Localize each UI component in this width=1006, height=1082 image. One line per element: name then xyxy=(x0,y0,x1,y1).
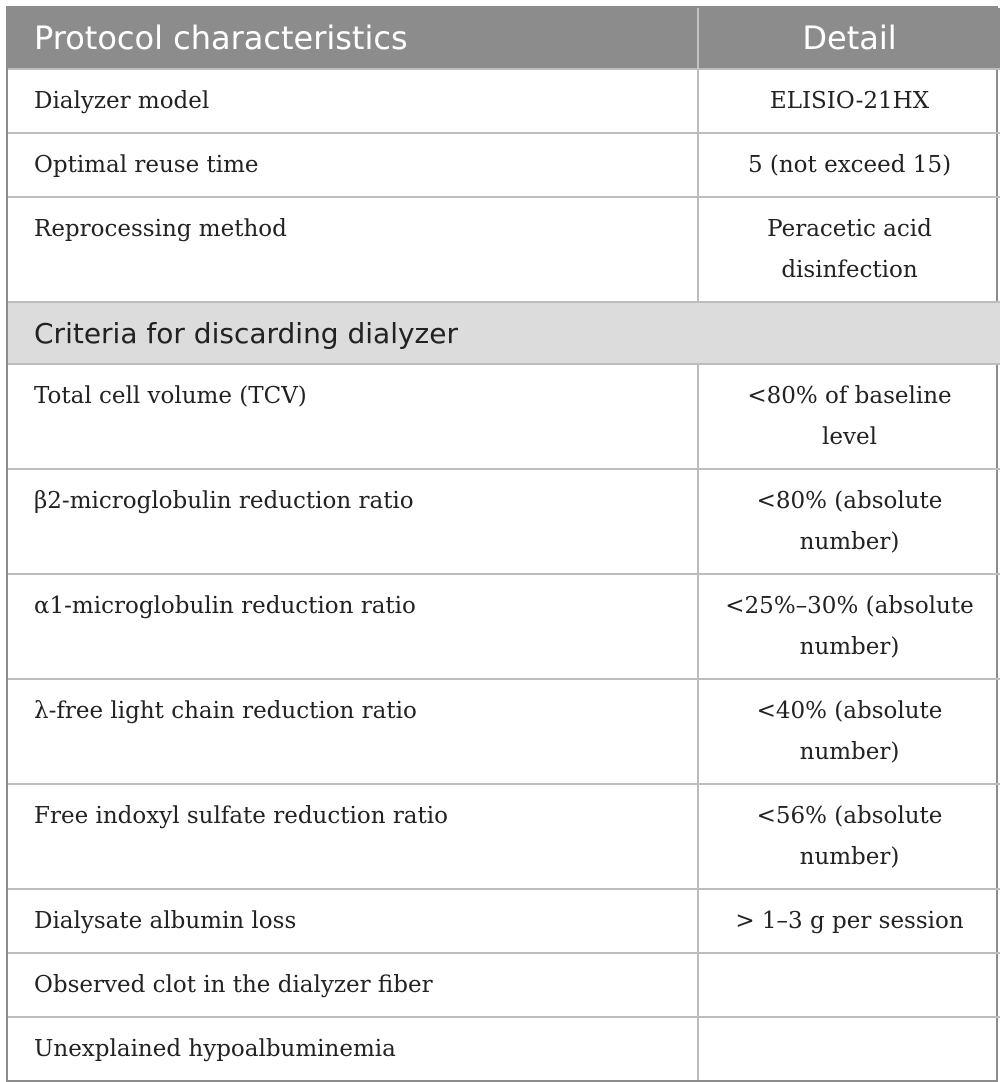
row-detail: <40% (absolute number) xyxy=(698,679,1000,784)
table-row xyxy=(8,953,1000,1017)
row-detail xyxy=(698,953,1000,1017)
row-label: Total cell volume (TCV) xyxy=(8,364,698,469)
row-label: Dialysate albumin loss xyxy=(8,889,698,953)
row-label: Free indoxyl sulfate reduction ratio xyxy=(8,784,698,889)
table-row xyxy=(8,679,1000,784)
row-detail: <80% of baseline level xyxy=(698,364,1000,469)
row-detail: <25%–30% (absolute number) xyxy=(698,574,1000,679)
row-detail: <80% (absolute number) xyxy=(698,469,1000,574)
table-row xyxy=(8,69,1000,133)
protocol-table xyxy=(6,6,998,1082)
row-detail: Peracetic acid disinfection xyxy=(698,197,1000,302)
table-row xyxy=(8,364,1000,469)
table-row xyxy=(8,133,1000,197)
row-label: Optimal reuse time xyxy=(8,133,698,197)
row-label: β2-microglobulin reduction ratio xyxy=(8,469,698,574)
row-detail: ELISIO-21HX xyxy=(698,69,1000,133)
table-row xyxy=(8,1017,1000,1080)
table-row xyxy=(8,469,1000,574)
header-row xyxy=(8,8,1000,69)
row-label: α1-microglobulin reduction ratio xyxy=(8,574,698,679)
section-title: Criteria for discarding dialyzer xyxy=(8,302,1000,364)
row-label: Dialyzer model xyxy=(8,69,698,133)
table-row xyxy=(8,889,1000,953)
row-detail: <56% (absolute number) xyxy=(698,784,1000,889)
table xyxy=(8,8,1000,1080)
row-detail: > 1–3 g per session xyxy=(698,889,1000,953)
table-row xyxy=(8,784,1000,889)
row-label: Unexplained hypoalbuminemia xyxy=(8,1017,698,1080)
section-row xyxy=(8,302,1000,364)
table-header xyxy=(8,8,1000,69)
row-label: λ-free light chain reduction ratio xyxy=(8,679,698,784)
row-label: Reprocessing method xyxy=(8,197,698,302)
header-detail: Detail xyxy=(698,8,1000,69)
table-row xyxy=(8,197,1000,302)
row-detail xyxy=(698,1017,1000,1080)
row-label: Observed clot in the dialyzer fiber xyxy=(8,953,698,1017)
row-detail: 5 (not exceed 15) xyxy=(698,133,1000,197)
table-body xyxy=(8,69,1000,1080)
table-row xyxy=(8,574,1000,679)
header-protocol-characteristics: Protocol characteristics xyxy=(8,8,698,69)
